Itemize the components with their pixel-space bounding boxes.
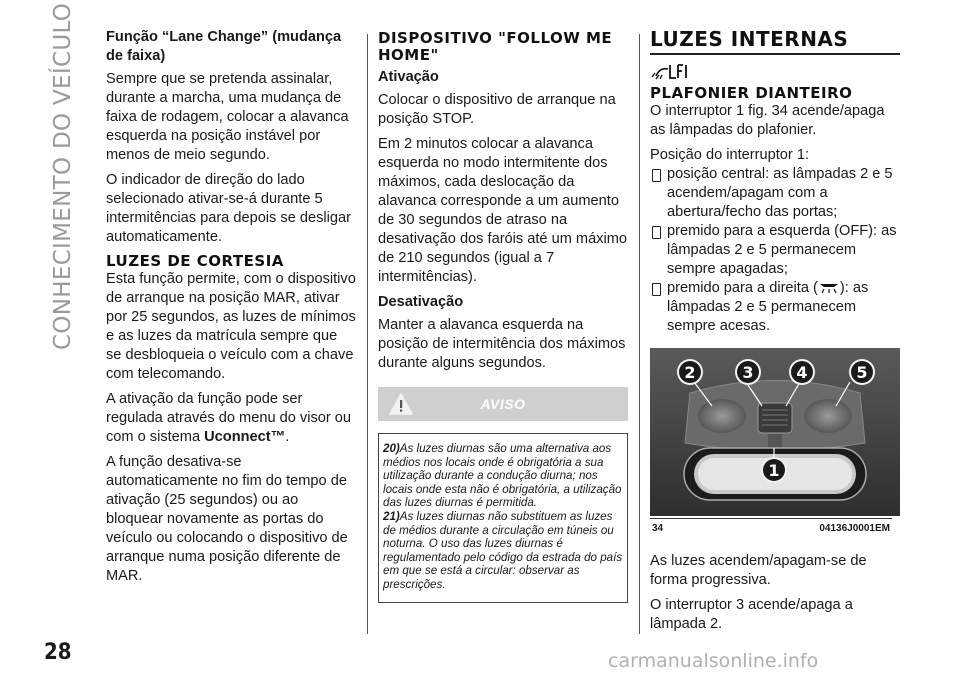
front-plafonier-heading: PLAFONIER DIANTEIRO — [650, 84, 853, 102]
activation-paragraph-2: Em 2 minutos colocar a alavanca esquerda no modo intermitente dos máximos, cada deslocação da alavanca corresponde a um aumento de 30 segundos de atraso na desativação dos faróis até um máximo de 210 segundos (igual a 7 intermitências). — [378, 136, 628, 285]
bullet-3-text-post: ): as lâmpadas 2 e 5 permanecem sempre acesas. — [667, 280, 869, 334]
courtesy-paragraph-1: Esta função permite, com o dispositivo de arranque na posição MAR, ativar por 25 segundos, as luzes de mínimos e as luzes da matrícula sempre que se desbloqueia o veículo com a chave com telecomando. — [106, 271, 356, 382]
after-figure-paragraph-2: O interruptor 3 acende/apaga a lâmpada 2. — [650, 597, 853, 632]
column-2 — [378, 28, 628, 603]
courtesy-paragraph-2 — [106, 390, 356, 447]
note-20-number: 20) — [383, 442, 400, 455]
activation-title: Ativação — [378, 69, 439, 85]
uconnect-name: Uconnect™ — [204, 429, 286, 445]
column-divider-1 — [367, 34, 368, 634]
svg-text:3: 3 — [742, 363, 754, 382]
plafonier-paragraph-1: O interruptor 1 fig. 34 acende/apaga as lâmpadas do plafonier. — [650, 103, 885, 138]
bullet-1-text: posição central: as lâmpadas 2 e 5 acendem/apagam com a abertura/fecho das portas; — [667, 166, 893, 220]
column-1 — [106, 28, 356, 592]
svg-text:5: 5 — [856, 363, 868, 382]
door-lamp-icon — [818, 280, 840, 294]
bullet-2 — [650, 222, 900, 279]
after-figure-paragraph-1: As luzes acendem/apagam-se de forma progressiva. — [650, 553, 867, 588]
deactivation-title: Desativação — [378, 294, 464, 310]
internal-lights-heading: LUZES INTERNAS — [650, 27, 849, 51]
activation-paragraph-1: Colocar o dispositivo de arranque na posição STOP. — [378, 92, 616, 127]
checkbox-bullet-icon — [652, 226, 661, 239]
deactivation-paragraph-1: Manter a alavanca esquerda na posição de intermitência dos máximos durante alguns segundos. — [378, 317, 626, 371]
interior-lamp-icon — [650, 61, 690, 81]
checkbox-bullet-icon — [652, 169, 661, 182]
callout-3 — [735, 359, 761, 385]
callout-1 — [761, 457, 787, 483]
note-21-number: 21) — [383, 509, 400, 523]
bullet-2-text: premido para a esquerda (OFF): as lâmpadas 2 e 5 permanecem sempre apagadas; — [667, 223, 897, 277]
courtesy-p2-text: A ativação da função pode ser regulada através do menu do visor ou com o sistema — [106, 391, 352, 445]
follow-me-home-heading: DISPOSITIVO "FOLLOW ME HOME" — [378, 29, 613, 64]
position-intro: Posição do interruptor 1: — [650, 147, 809, 163]
svg-text:4: 4 — [796, 363, 808, 382]
callout-2 — [677, 359, 703, 385]
note-21 — [383, 510, 623, 592]
courtesy-p2-end: . — [285, 429, 290, 445]
plafonier-illustration — [650, 348, 900, 516]
heading-rule — [650, 53, 900, 55]
watermark[interactable]: carmanualsonline.info — [608, 650, 819, 672]
note-21-text: As luzes diurnas não substituem as luzes de médios durante a circulação em túneis ou noturna. O uso das luzes diurnas é regulamentado pelo código da estrada do país em que se está a circular: observar as prescrições. — [383, 509, 623, 591]
warning-bar — [378, 387, 628, 421]
courtesy-paragraph-3: A função desativa-se automaticamente no fim do tempo de ativação (25 segundos) ou ao bloquear novamente as portas do veículo ou colocando o dispositivo de arranque numa posição diferente de MAR. — [106, 454, 348, 584]
figure-caption — [650, 518, 892, 534]
callout-4 — [789, 359, 815, 385]
svg-text:2: 2 — [684, 363, 696, 382]
svg-text:1: 1 — [768, 461, 780, 480]
bullet-3 — [650, 279, 900, 336]
lane-change-paragraph-2: O indicador de direção do lado selecionado ativar-se-á durante 5 intermitências para depois se desligar automaticamente. — [106, 172, 351, 245]
figure-number: 34 — [652, 523, 664, 534]
column-divider-2 — [639, 34, 640, 634]
courtesy-lights-heading: LUZES DE CORTESIA — [106, 252, 284, 270]
section-side-title: CONHECIMENTO DO VEÍCULO — [50, 2, 76, 350]
column-3 — [650, 28, 900, 640]
bullet-1 — [650, 165, 900, 222]
warning-notes-box — [378, 433, 628, 603]
figure-34 — [650, 348, 900, 534]
lane-change-title: Função “Lane Change” (mudança de faixa) — [106, 29, 342, 64]
lane-change-paragraph-1: Sempre que se pretenda assinalar, durante a marcha, uma mudança de faixa de rodagem, colocar a alavanca esquerda na posição instável por menos de meio segundo. — [106, 71, 349, 163]
checkbox-bullet-icon — [652, 283, 661, 296]
note-20-text: As luzes diurnas são uma alternativa aos médios nos locais onde é obrigatória a sua utilização durante a condução diurna; nos locais onde esta não é obrigatória, a utilização das luzes diurnas é permitida. — [383, 442, 622, 510]
figure-code: 04136J0001EM — [819, 523, 890, 534]
page-number: 28 — [44, 640, 72, 665]
warning-label: AVISO — [480, 396, 526, 412]
bullet-3-text-pre: premido para a direita ( — [667, 280, 818, 296]
callout-5 — [849, 359, 875, 385]
note-20 — [383, 442, 623, 510]
